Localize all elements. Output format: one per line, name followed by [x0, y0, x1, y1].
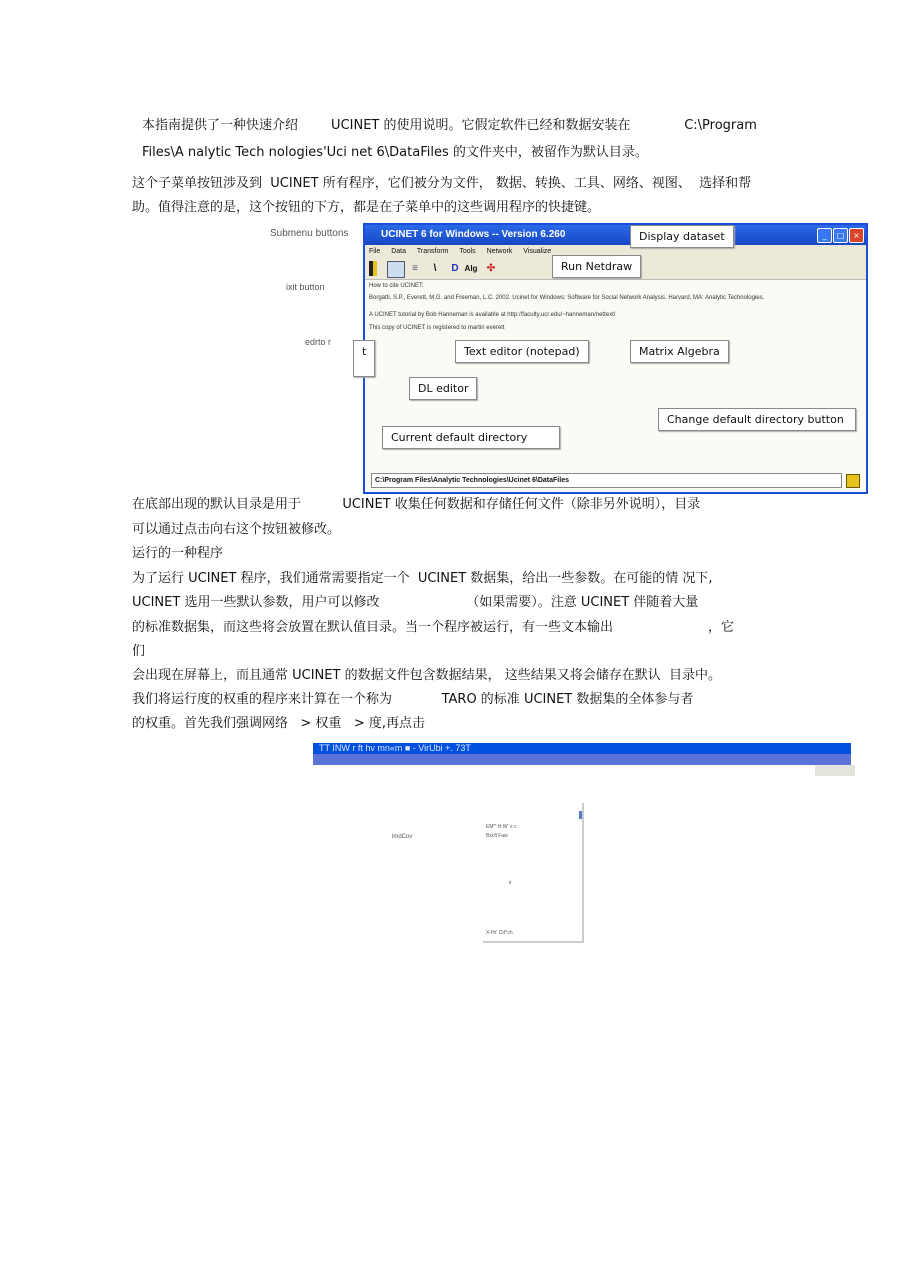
change-directory-icon: [846, 474, 860, 488]
second-window-title: TT INW r ft hv mn«m ■ - VirUbi +. 73T: [319, 743, 471, 753]
paragraph-line: 这个子菜单按钮涉及到 UCINET 所有程序，它们被分为文件， 数据、转换、工具、网络、视图、 选择和帮: [132, 176, 752, 191]
paragraph-line: 的权重。首先我们强调网络 > 权重 > 度,再点击: [132, 716, 425, 731]
callout-run-netdraw: Run Netdraw: [552, 255, 641, 278]
paragraph-line: 可以通过点击向右这个按钮被修改。: [132, 522, 341, 537]
callout-display-dataset: Display dataset: [630, 225, 734, 248]
paragraph-line: 为了运行 UCINET 程序，我们通常需要指定一个 UCINET 数据集，给出一些参数。在可能的情 况下,: [132, 571, 713, 586]
panel-label: ir: [509, 880, 512, 886]
menu-data: Data: [391, 248, 407, 255]
content-line: This copy of UCINET is registered to martin everett: [369, 325, 505, 331]
panel-label: EM''' H.W' ≡ c: [486, 824, 517, 830]
section-heading: 运行的一种程序: [132, 546, 224, 561]
callout-exit-fragment: t: [353, 340, 375, 377]
callout-current-directory: Current default directory: [382, 426, 560, 449]
second-screenshot-titlebar: [313, 743, 851, 765]
paragraph-line: Files\A nalytic Tech nologies'Uci net 6\DataFiles 的文件夹中，被留作为默认目录。: [142, 145, 648, 160]
content-line: A UCINET tutorial by Bob Hanneman is available at http://faculty.ucr.edu/~hanneman/nettext/: [369, 312, 616, 318]
content-line: How to cite UCINET:: [369, 283, 424, 289]
paragraph-line: 的标准数据集，而这些将会放置在默认值目录。当一个程序被运行，有一些文本输出 ，它: [132, 620, 735, 635]
close-icon: ×: [849, 228, 864, 243]
panel-label: X-Hr' Cd^ch: [486, 930, 513, 936]
paragraph-line: 在底部出现的默认目录是用于 UCINET 收集任何数据和存储任何文件（除非另外说明），目录: [132, 497, 701, 512]
text-editor-icon: ≡: [412, 263, 418, 274]
matrix-algebra-icon: Alg: [464, 264, 478, 273]
paragraph-line: 我们将运行度的权重的程序来计算在一个称为 TARO 的标准 UCINET 数据集的全体参与者: [132, 692, 694, 707]
default-directory-field: C:\Program Files\Analytic Technologies\Ucinet 6\DataFiles: [371, 473, 842, 488]
spreadsheet-icon: [387, 261, 405, 278]
menu-transform: Transform: [416, 248, 449, 255]
second-screenshot-panel: [483, 803, 584, 943]
menu-network: Network: [486, 248, 513, 255]
window-title: UCINET 6 for Windows -- Version 6.260: [365, 225, 866, 245]
panel-label: Bxcfl Faw: [486, 833, 508, 839]
paragraph-line: 们: [132, 644, 146, 659]
callout-matrix-algebra: Matrix Algebra: [630, 340, 729, 363]
paragraph-line: 本指南提供了一种快速介绍 UCINET 的使用说明。它假定软件已经和数据安装在 C:\Program: [142, 118, 757, 133]
callout-text-editor: Text editor (notepad): [455, 340, 589, 363]
editor-label: edrto r: [305, 337, 332, 347]
submenu-buttons-label: Submenu buttons: [270, 228, 349, 239]
maximize-icon: □: [833, 228, 848, 243]
paragraph-line: 助。值得注意的是，这个按钮的下方，都是在子菜单中的这些调用程序的快捷键。: [132, 200, 601, 215]
callout-dl-editor: DL editor: [409, 377, 477, 400]
second-left-label: lmdCov: [392, 834, 413, 840]
paragraph-line: UCINET 选用一些默认参数，用户可以修改 （如果需要）。注意 UCINET 伴随着大量: [132, 595, 699, 610]
minimize-icon: _: [817, 228, 832, 243]
menu-visualize: Visualize: [523, 248, 552, 255]
menu-file: File: [369, 248, 381, 255]
menu-tools: Tools: [459, 248, 476, 255]
exit-icon: [369, 261, 377, 276]
paragraph-line: 会出现在屏幕上，而且通常 UCINET 的数据文件包含数据结果， 这些结果又将会储存在默认 目录中。: [132, 668, 721, 683]
scrollbar-thumb: [579, 811, 582, 819]
notepad-icon: \: [433, 263, 437, 274]
display-dataset-icon: D: [451, 263, 459, 274]
netdraw-icon: ✣: [486, 263, 496, 274]
content-line: Borgatti, S.P., Everett, M.G. and Freeman, L.C. 2002. Ucinet for Windows: Software for Social Network Analysis. Harvard, MA: Analytic Technologies.: [369, 295, 765, 301]
ucinet-window-screenshot: [363, 223, 868, 494]
exit-button-label: ixit button: [286, 282, 325, 292]
partial-panel: [815, 765, 855, 776]
callout-change-directory: Change default directory button: [658, 408, 856, 431]
